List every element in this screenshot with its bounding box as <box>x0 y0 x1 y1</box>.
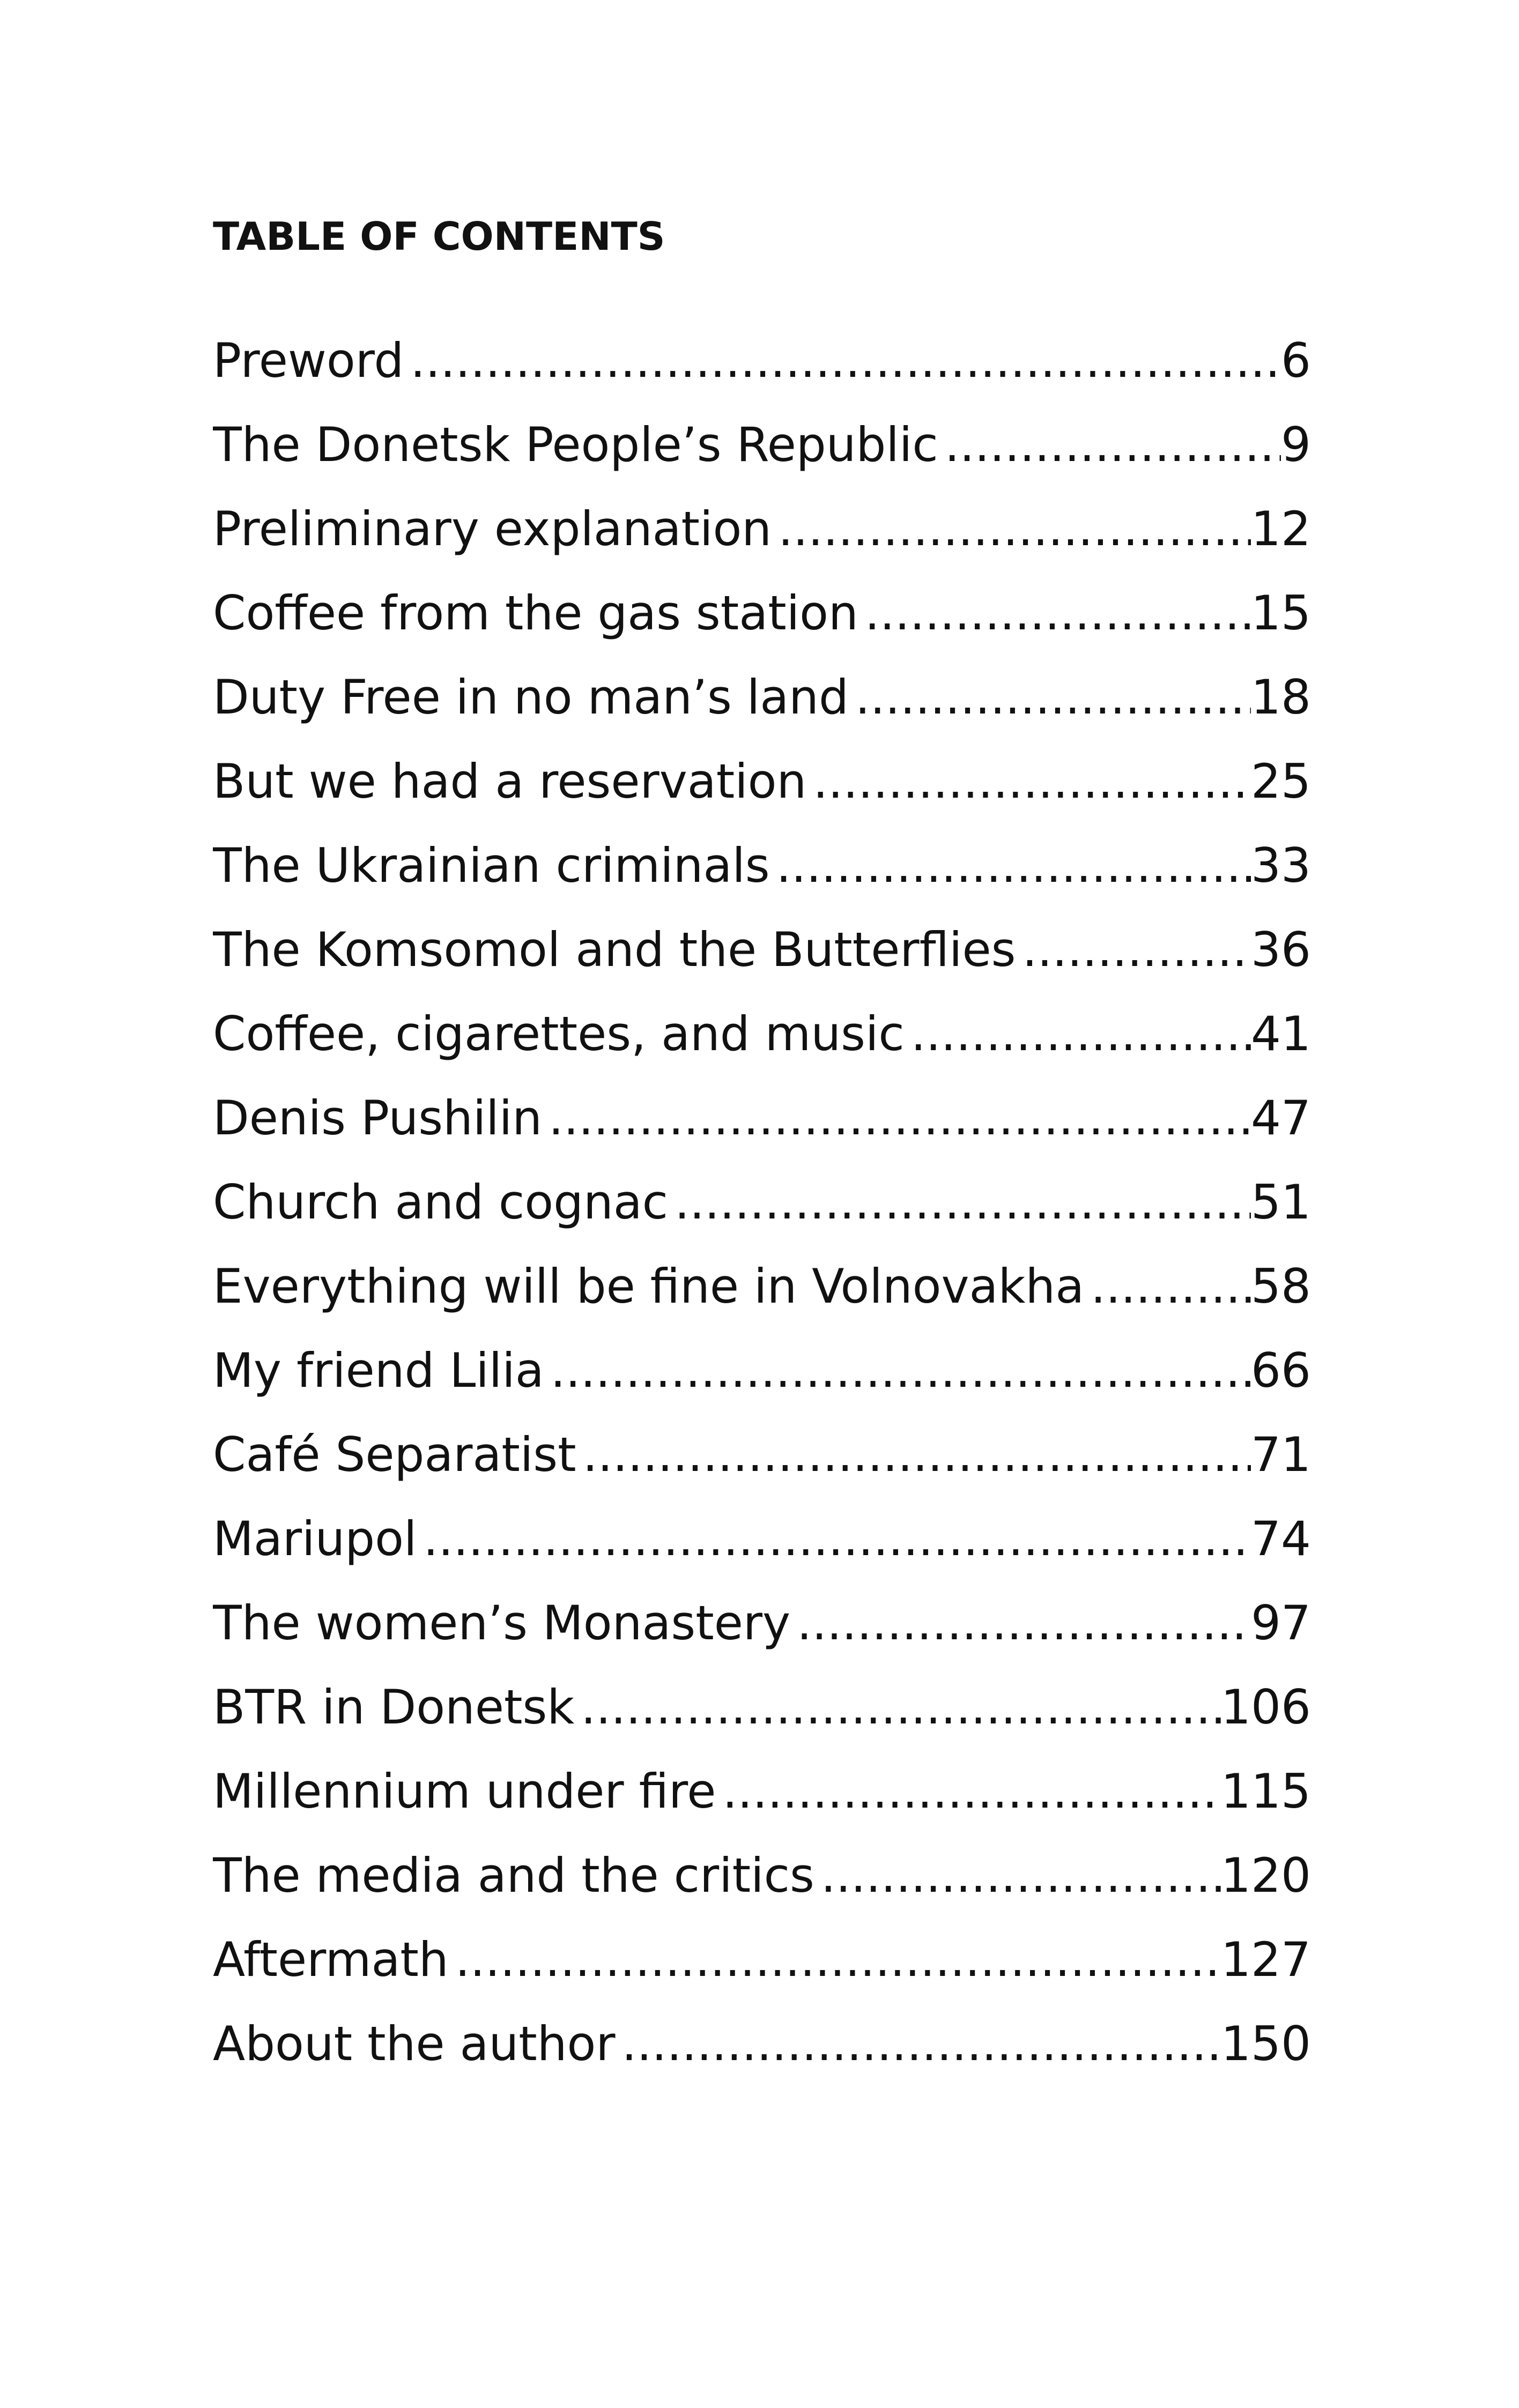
toc-entry <box>213 920 1311 1005</box>
toc-entry-title: BTR in Donetsk <box>213 1679 575 1735</box>
dot-leader <box>821 1846 1221 1905</box>
toc-entry-title: Denis Pushilin <box>213 1090 542 1146</box>
dot-leader <box>1022 920 1251 979</box>
toc-entry-page: 36 <box>1251 922 1311 977</box>
toc-entry <box>213 415 1311 500</box>
toc-entry <box>213 1930 1311 2015</box>
dot-leader <box>865 584 1251 643</box>
dot-leader <box>855 668 1251 727</box>
toc-entry <box>213 1762 1311 1846</box>
toc-entry-page: 115 <box>1221 1764 1311 1819</box>
toc-entry-title: Coffee from the gas station <box>213 585 858 641</box>
toc-entry <box>213 584 1311 668</box>
toc-entry <box>213 752 1311 836</box>
toc-entry <box>213 836 1311 920</box>
toc-entry-page: 74 <box>1251 1511 1311 1566</box>
dot-leader <box>813 752 1251 811</box>
dot-leader <box>911 1005 1251 1064</box>
toc-entry-title: Preword <box>213 333 404 388</box>
toc-entry <box>213 2015 1311 2099</box>
dot-leader <box>410 331 1281 390</box>
toc-entry-page: 47 <box>1251 1090 1311 1146</box>
toc-entry-title: Millennium under fire <box>213 1764 716 1819</box>
toc-entry-page: 41 <box>1251 1006 1311 1061</box>
toc-entry <box>213 1173 1311 1257</box>
toc-entry-page: 71 <box>1251 1427 1311 1482</box>
dot-leader <box>776 836 1251 895</box>
dot-leader <box>722 1762 1221 1821</box>
toc-entry-title: The women’s Monastery <box>213 1595 791 1651</box>
toc-entry-title: Church and cognac <box>213 1175 669 1230</box>
toc-entry-title: My friend Lilia <box>213 1343 544 1398</box>
dot-leader <box>549 1089 1251 1148</box>
toc-entry <box>213 1678 1311 1762</box>
page-title: TABLE OF CONTENTS <box>213 214 665 259</box>
toc-entry-page: 33 <box>1251 838 1311 893</box>
toc-entry-title: Preliminary explanation <box>213 501 772 556</box>
dot-leader <box>675 1173 1251 1232</box>
toc-entry-title: The Donetsk People’s Republic <box>213 417 938 472</box>
toc-entry-title: The Komsomol and the Butterflies <box>213 922 1016 977</box>
toc-entry <box>213 1005 1311 1089</box>
toc-entry <box>213 1425 1311 1510</box>
table-of-contents <box>213 331 1311 2099</box>
toc-entry-page: 25 <box>1251 754 1311 809</box>
dot-leader <box>583 1425 1251 1484</box>
toc-entry-page: 18 <box>1251 670 1311 725</box>
toc-entry-page: 97 <box>1251 1595 1311 1651</box>
toc-entry-page: 127 <box>1221 1932 1311 1987</box>
toc-entry-title: Everything will be fine in Volnovakha <box>213 1259 1085 1314</box>
toc-entry-page: 106 <box>1221 1679 1311 1735</box>
toc-entry-page: 66 <box>1251 1343 1311 1398</box>
toc-entry-page: 6 <box>1281 333 1311 388</box>
toc-entry-title: Mariupol <box>213 1511 417 1566</box>
dot-leader <box>455 1930 1221 1989</box>
toc-entry-page: 12 <box>1251 501 1311 556</box>
toc-entry-title: Café Separatist <box>213 1427 576 1482</box>
toc-entry-page: 51 <box>1251 1175 1311 1230</box>
toc-entry-title: The media and the critics <box>213 1848 814 1903</box>
toc-entry-page: 15 <box>1251 585 1311 641</box>
dot-leader <box>1091 1257 1251 1316</box>
toc-entry <box>213 1846 1311 1930</box>
dot-leader <box>797 1594 1251 1653</box>
toc-entry-page: 58 <box>1251 1259 1311 1314</box>
toc-entry <box>213 1257 1311 1341</box>
dot-leader <box>551 1341 1251 1400</box>
toc-entry <box>213 1341 1311 1425</box>
toc-entry-title: About the author <box>213 2016 616 2071</box>
toc-entry-page: 150 <box>1221 2016 1311 2071</box>
dot-leader <box>581 1678 1221 1737</box>
toc-entry-title: Coffee, cigarettes, and music <box>213 1006 905 1061</box>
toc-entry-title: But we had a reservation <box>213 754 807 809</box>
toc-entry <box>213 331 1311 415</box>
dot-leader <box>622 2015 1221 2073</box>
toc-entry <box>213 668 1311 752</box>
toc-entry-title: Duty Free in no man’s land <box>213 670 849 725</box>
toc-entry <box>213 1089 1311 1173</box>
toc-entry <box>213 1510 1311 1594</box>
toc-entry-title: The Ukrainian criminals <box>213 838 770 893</box>
toc-entry <box>213 500 1311 584</box>
toc-entry-page: 9 <box>1281 417 1311 472</box>
dot-leader <box>945 415 1281 474</box>
dot-leader <box>423 1510 1251 1569</box>
dot-leader <box>778 500 1251 559</box>
toc-entry <box>213 1594 1311 1678</box>
toc-entry-title: Aftermath <box>213 1932 449 1987</box>
toc-entry-page: 120 <box>1221 1848 1311 1903</box>
